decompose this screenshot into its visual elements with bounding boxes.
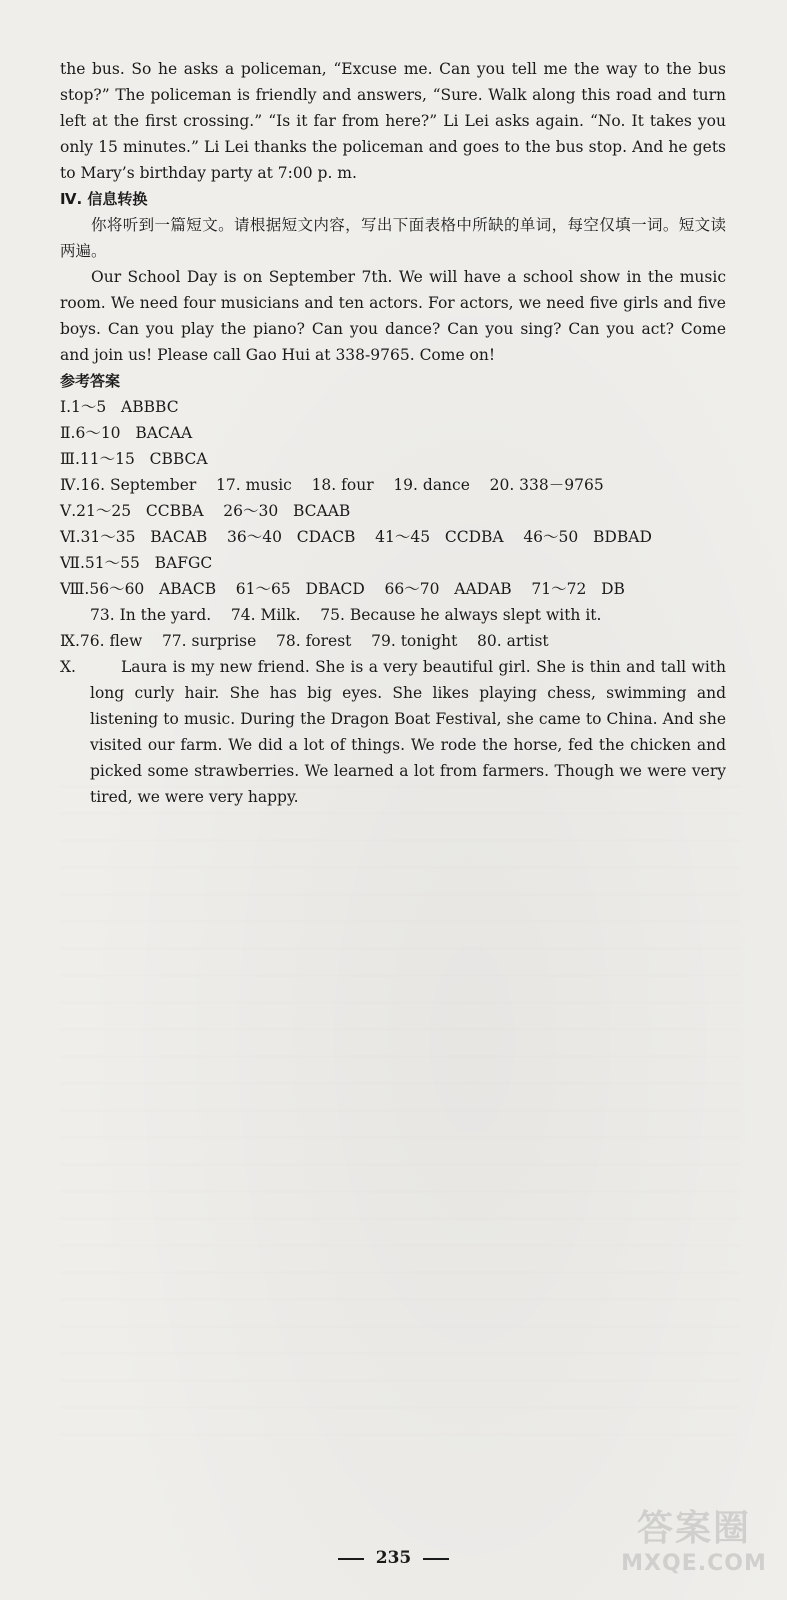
answer-line-6: Ⅵ.31～35 BACAB 36～40 CDACB 41～45 CCDBA 46～50 BDBAD	[60, 528, 652, 546]
page-number-text: 235	[375, 1548, 412, 1568]
answers-heading: 参考答案	[60, 372, 121, 390]
watermark-bottom: MXQE.COM	[621, 1551, 767, 1576]
bleed-through-background	[60, 760, 740, 1460]
answer-line-8-sub: 73. In the yard. 74. Milk. 75. Because he always slept with it.	[90, 606, 602, 624]
section-4-instruction: 你将听到一篇短文。请根据短文内容，写出下面表格中所缺的单词，每空仅填一词。短文读两遍。	[60, 216, 726, 260]
answer-line-1: Ⅰ.1～5 ABBBC	[60, 398, 179, 416]
essay-answer	[60, 654, 726, 810]
section-4-heading: Ⅳ. 信息转换	[60, 190, 148, 208]
essay-number: Ⅹ.	[60, 658, 76, 676]
answer-line-2: Ⅱ.6～10 BACAA	[60, 424, 193, 442]
essay-text: Laura is my new friend. She is a very beautiful girl. She is thin and tall with long curly hair. She has big eyes. She likes playing chess, swimming and listening to music. During the Dragon Boat Festival, she came to China. And she visited our farm. We did a lot of things. We rode the horse, fed the chicken and picked some strawberries. We learned a lot from farmers. Though we were very tired, we were very happy.	[90, 658, 726, 806]
answer-line-8: Ⅷ.56～60 ABACB 61～65 DBACD 66～70 AADAB 71～72 DB	[60, 580, 625, 598]
answer-line-3: Ⅲ.11～15 CBBCA	[60, 450, 208, 468]
left-dash	[338, 1558, 364, 1560]
answer-line-4: Ⅳ.16. September 17. music 18. four 19. dance 20. 338－9765	[60, 476, 604, 494]
story-continuation: the bus. So he asks a policeman, “Excuse me. Can you tell me the way to the bus stop?” The policeman is friendly and answers, “Sure. Walk along this road and turn left at the first crossing.” “Is it far from here?” Li Lei asks again. “No. It takes you only 15 minutes.” Li Lei thanks the policeman and goes to the bus stop. And he gets to Mary’s birthday party at 7:00 p. m.	[60, 60, 726, 182]
answer-line-9: Ⅸ.76. flew 77. surprise 78. forest 79. tonight 80. artist	[60, 632, 549, 650]
right-dash	[423, 1558, 449, 1560]
watermark-top: 答案圈	[636, 1508, 751, 1549]
content-column	[60, 56, 726, 810]
answer-line-5: Ⅴ.21～25 CCBBA 26～30 BCAAB	[60, 502, 351, 520]
watermark-logo	[619, 1500, 769, 1590]
answer-line-7: Ⅶ.51～55 BAFGC	[60, 554, 213, 572]
section-4-passage: Our School Day is on September 7th. We will have a school show in the music room. We need four musicians and ten actors. For actors, we need five girls and five boys. Can you play the piano? Can you dance? Can you sing? Can you act? Come and join us! Please call Gao Hui at 338-9765. Come on!	[60, 268, 726, 364]
